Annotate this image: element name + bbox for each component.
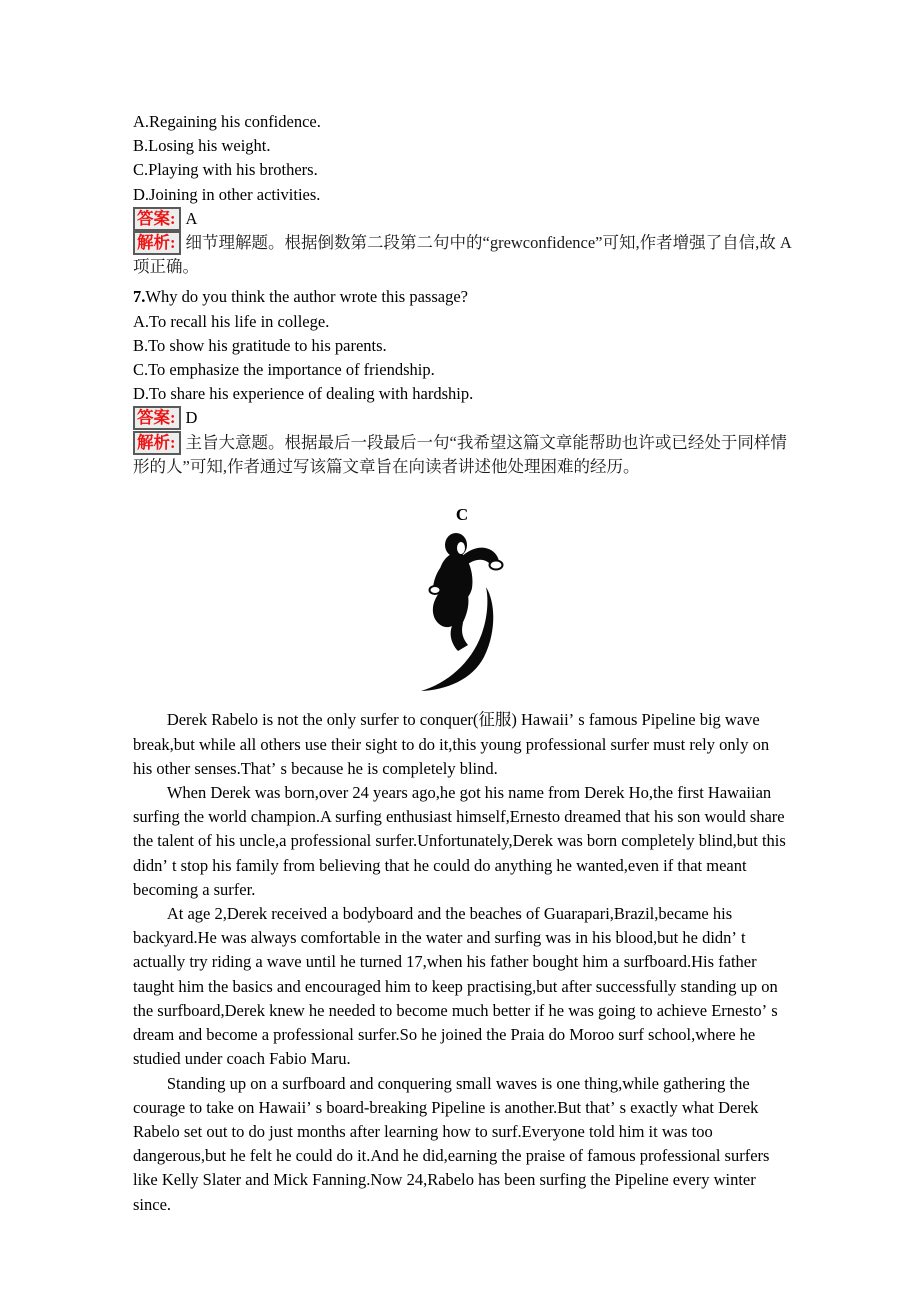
analysis-text: 细节理解题。根据倒数第二段第二句中的“grewconfidence”可知,作者增强了自信,故 A 项正确。 [133,233,791,277]
passage-c-heading: C [455,505,469,525]
option-a: A.Regaining his confidence. [133,112,321,131]
option-d: D.To share his experience of dealing with hardship. [133,384,474,404]
document-page [133,110,791,1217]
passage-c-block [133,503,791,1217]
option-a: A.To recall his life in college. [133,311,330,331]
analysis-label-badge: 解析: [133,431,181,455]
passage-paragraph-2: When Derek was born,over 24 years ago,he got his name from Derek Ho,the first Hawaiian surfing the world champion.A surfing enthusiast himself,Ernesto dreamed that his son would share the talent of his uncle,a professional surfer.Unfortunately,Derek was born completely blind,but this didn’ t stop his family from believing that he could do anything he wanted,even if that meant becoming a surfer. [133,783,786,899]
analysis-line [133,231,791,279]
passage-paragraph-4: Standing up on a surfboard and conquering small waves is one thing,while gathering the courage to take on Hawaii’ s board-breaking Pipeline is another.But that’ s exactly what Derek Rabelo set out to do just months after learning how to surf.Everyone told him it was too dangerous,but he felt he could do it.And he did,earning the praise of famous professional surfers like Kelly Slater and Mick Fanning.Now 24,Rabelo has been surfing the Pipeline every winter since. [133,1073,770,1214]
question-7-number: 7. [133,287,146,307]
surfer-illustration [406,531,518,704]
question-6-block [133,110,791,279]
analysis-line [133,431,791,479]
question-7-stem [133,285,791,309]
answer-value: D [185,408,198,428]
answer-label-badge: 答案: [133,406,181,430]
option-b: B.Losing his weight. [133,136,271,156]
analysis-text: 主旨大意题。根据最后一段最后一句“我希望这篇文章能帮助也许或已经处于同样情形的人”可知,作者通过写该篇文章旨在向读者讲述他处理困难的经历。 [133,432,787,476]
question-7-block [133,285,791,479]
option-b: B.To show his gratitude to his parents. [133,335,387,355]
answer-label-badge: 答案: [133,207,181,231]
option-d: D.Joining in other activities. [133,184,321,204]
answer-line [133,207,791,231]
answer-line [133,406,791,430]
passage-paragraph-1: Derek Rabelo is not the only surfer to conquer(征服) Hawaii’ s famous Pipeline big wave break,but while all others use their sight to do it,this young professional surfer must rely only on his other senses.That’ s because he is completely blind. [133,710,770,778]
question-7-stem-text: Why do you think the author wrote this passage? [145,287,468,307]
passage-paragraph-3: At age 2,Derek received a bodyboard and the beaches of Guarapari,Brazil,became his backyard.He was always comfortable in the water and surfing was in his blood,but he didn’ t actually try riding a wave until he turned 17,when his father bought him a surfboard.His father taught him the basics and encouraged him to keep practising,but after successfully standing up on the surfboard,Derek knew he needed to become much better if he was going to achieve Ernesto’ s dream and become a professional surfer.So he joined the Praia do Moroo surf school,where he studied under coach Fabio Maru. [133,904,778,1069]
option-c: C.To emphasize the importance of friendship. [133,360,435,380]
answer-value: A [185,208,198,228]
surfer-silhouette-icon [406,531,518,697]
analysis-label-badge: 解析: [133,231,181,255]
option-c: C.Playing with his brothers. [133,160,318,180]
